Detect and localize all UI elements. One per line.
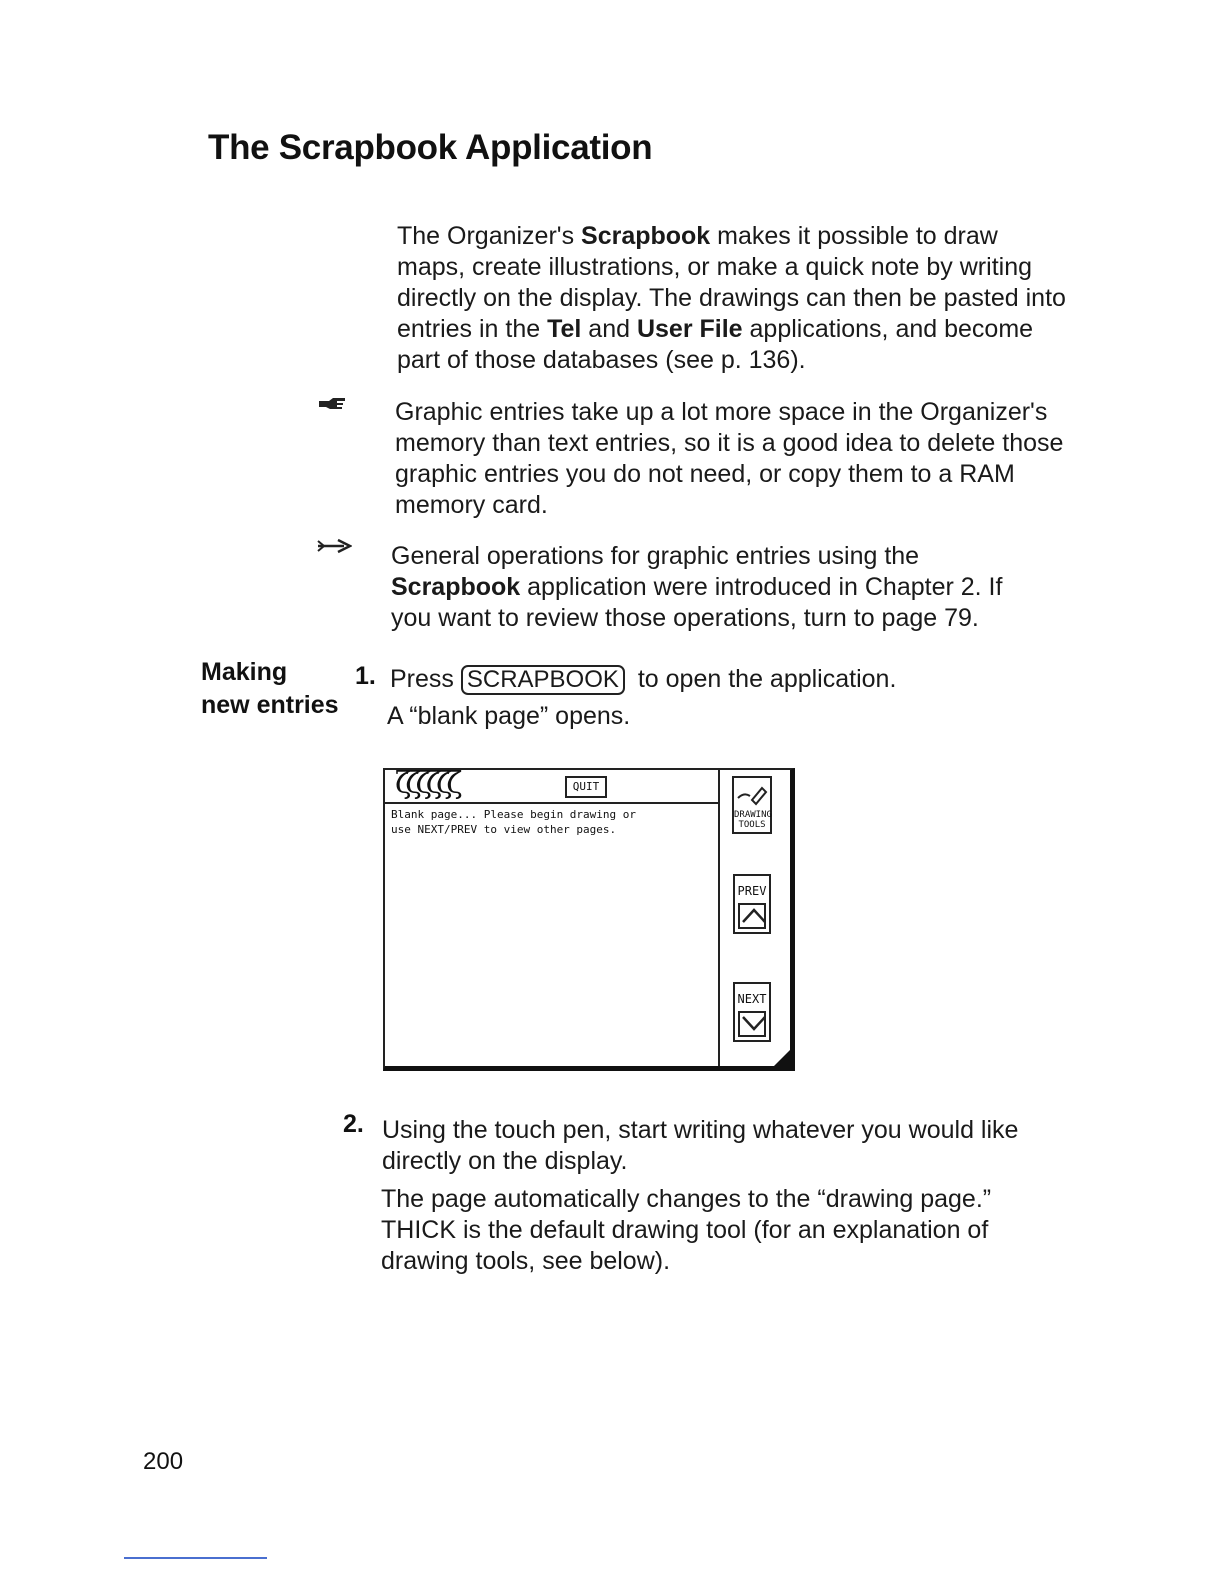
intro-text-4: applications, and become part of those databases (see p. 136). (397, 315, 1034, 374)
arrow-icon (316, 534, 352, 560)
step1-sub: A “blank page” opens. (387, 702, 631, 730)
message-line1: Blank page... Please begin drawing or (391, 808, 637, 821)
reference-text-2: application were introduced in Chapter 2. If you want to review those operations, turn to page 79. (391, 573, 1003, 632)
scrapbook-screen (383, 768, 795, 1071)
prev-arrow-box (738, 903, 766, 929)
chevron-down-icon (740, 1013, 768, 1033)
page-corner-icon (774, 1050, 790, 1066)
quit-button[interactable]: QUIT (565, 776, 607, 798)
section-label (201, 656, 339, 722)
step2-sub: The page automatically changes to the “drawing page.” THICK is the default drawing tool (for an explanation of drawing tools, see below). (381, 1185, 992, 1275)
scrapbook-key[interactable]: SCRAPBOOK (461, 665, 625, 695)
drawing-tools-label-1: DRAWING (734, 810, 772, 820)
step1-press: Press (390, 665, 454, 693)
step1-after: to open the application. (637, 665, 897, 693)
drawing-tools-label (734, 810, 770, 830)
next-button[interactable] (733, 982, 771, 1042)
intro-text-1: The Organizer's (397, 222, 582, 250)
drawing-tools-button[interactable] (732, 776, 772, 834)
intro-bold-tel: Tel (547, 315, 582, 343)
spiral-rings: ζζζζζζ (395, 766, 457, 801)
message-box (385, 802, 718, 842)
reference-text-1: General operations for graphic entries using the (391, 542, 920, 570)
chevron-up-icon (740, 905, 768, 925)
prev-button[interactable] (733, 874, 771, 934)
drawing-tools-label-2: TOOLS (738, 820, 766, 830)
section-label-line1: Making (201, 658, 288, 686)
section-label-line2: new entries (201, 691, 339, 719)
bottom-rule (124, 1557, 267, 1559)
next-arrow-box (738, 1011, 766, 1037)
note-paragraph: Graphic entries take up a lot more space in the Organizer's memory than text entries, so it is a good idea to delete those graphic entries you do not need, or copy them to a RAM memory card. (395, 398, 1064, 519)
intro-text-2: makes it possible to draw maps, create illustrations, or make a quick note by writing directly on the display. The drawings can then be pasted into entries in the (397, 222, 1066, 343)
intro-bold-user-file: User File (636, 315, 743, 343)
pen-icon (734, 780, 770, 808)
next-label: NEXT (737, 992, 767, 1006)
reference-bold-scrapbook: Scrapbook (391, 573, 521, 601)
intro-text-3: and (581, 315, 637, 343)
pointing-hand-icon (318, 392, 348, 418)
step1-number: 1. (355, 662, 376, 690)
page-title: The Scrapbook Application (208, 128, 653, 167)
pointing-hand-svg (318, 396, 348, 412)
message-line2: use NEXT/PREV to view other pages. (391, 823, 617, 836)
step2-text: Using the touch pen, start writing whatever you would like directly on the display. (382, 1116, 1019, 1175)
reference-paragraph (391, 541, 1041, 634)
arrow-svg (316, 538, 352, 554)
page-number: 200 (143, 1448, 184, 1475)
intro-bold-scrapbook: Scrapbook (581, 222, 711, 250)
intro-paragraph (397, 221, 1072, 376)
step1-line (390, 664, 1010, 695)
drawing-area[interactable] (385, 766, 720, 1066)
prev-label: PREV (737, 884, 767, 898)
step2-number: 2. (343, 1110, 364, 1138)
